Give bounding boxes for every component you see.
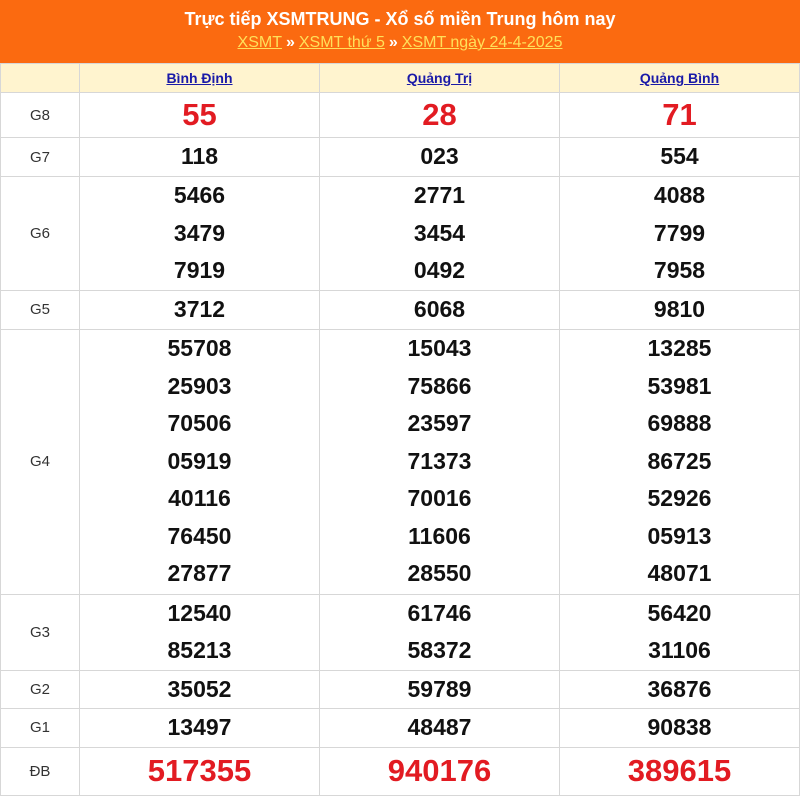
prize-number: 7799 [653,219,706,246]
prize-number: 75866 [407,372,472,399]
prize-number: 71 [662,97,697,132]
prize-number: 05919 [167,447,232,474]
prize-number: 554 [660,143,699,170]
prize-row-g8 [1,93,800,138]
prize-label: G5 [1,291,80,330]
prize-number: 31106 [648,637,711,663]
prize-label: G7 [1,138,80,177]
prize-number: 48487 [407,714,472,740]
prize-number: 12540 [167,599,232,626]
prize-number: 40116 [168,485,231,512]
breadcrumb-xsmt-date[interactable]: XSMT ngày 24-4-2025 [401,34,563,51]
prize-cell [80,177,320,291]
prize-label: G2 [1,670,80,709]
province-header [80,64,320,93]
prize-cell [560,138,800,177]
results-table [0,63,800,796]
prize-number: 48071 [647,560,712,587]
prize-number: 61746 [407,599,472,626]
prize-row-g7 [1,138,800,177]
prize-number: 118 [180,143,219,170]
prize-cell [320,709,560,748]
prize-cell [320,138,560,177]
prize-number: 13497 [167,714,232,740]
prize-label: G6 [1,177,80,291]
prize-number: 389615 [627,753,732,788]
province-link-quang-binh[interactable]: Quảng Bình [639,70,720,86]
prize-number: 7919 [173,257,226,284]
prize-cell [320,747,560,795]
prize-number: 86725 [647,447,712,474]
prize-label: G3 [1,594,80,670]
prize-row-g4 [1,329,800,594]
breadcrumb-separator: » [388,34,398,51]
prize-number: 3479 [173,219,226,246]
prize-row-g6 [1,177,800,291]
page-header [0,0,800,63]
province-header [560,64,800,93]
prize-number: 35052 [167,675,232,702]
prize-cell [320,93,560,138]
province-link-binh-dinh[interactable]: Bình Định [166,70,233,86]
prize-number: 36876 [647,675,712,702]
prize-number: 13285 [647,335,712,362]
prize-number: 05913 [647,522,712,549]
prize-cell [80,747,320,795]
prize-number: 11606 [408,522,471,549]
prize-number: 023 [420,143,459,170]
prize-cell [80,291,320,330]
province-header [320,64,560,93]
prize-cell [80,138,320,177]
prize-cell [80,594,320,670]
prize-number: 3712 [173,296,226,322]
prize-row-g5 [1,291,800,330]
prize-number: 71373 [407,447,472,474]
prize-label: G4 [1,329,80,594]
prize-number: 23597 [407,410,472,437]
corner-cell [1,64,80,93]
prize-number: 28 [422,97,457,132]
prize-number: 27877 [167,560,232,587]
prize-number: 59789 [407,675,472,702]
prize-number: 76450 [167,522,232,549]
prize-cell [80,329,320,594]
prize-row-g1 [1,709,800,748]
prize-number: 69888 [647,410,712,437]
breadcrumb [0,33,800,53]
prize-cell [560,291,800,330]
prize-cell [560,329,800,594]
prize-number: 4088 [653,182,706,209]
breadcrumb-xsmt-thu-5[interactable]: XSMT thứ 5 [298,34,385,51]
prize-label: G8 [1,93,80,138]
prize-number: 58372 [407,637,472,663]
prize-cell [320,594,560,670]
prize-number: 53981 [647,372,712,399]
prize-row-g2 [1,670,800,709]
prize-row-db [1,747,800,795]
prize-row-g3 [1,594,800,670]
prize-number: 2771 [413,182,466,209]
page-title: Trực tiếp XSMTRUNG - Xổ số miền Trung hôm nay [184,9,616,29]
prize-cell [320,670,560,709]
prize-number: 55 [182,97,217,132]
prize-number: 56420 [647,599,712,626]
prize-cell [320,177,560,291]
prize-number: 9810 [653,296,706,322]
prize-number: 5466 [173,182,226,209]
prize-cell [560,93,800,138]
prize-cell [80,709,320,748]
prize-cell [560,709,800,748]
prize-number: 90838 [647,714,712,740]
prize-number: 3454 [413,219,466,246]
prize-cell [560,670,800,709]
prize-number: 85213 [167,637,232,663]
prize-cell [80,670,320,709]
prize-number: 517355 [147,753,252,788]
prize-label: G1 [1,709,80,748]
prize-cell [80,93,320,138]
prize-number: 940176 [387,753,492,788]
breadcrumb-xsmt[interactable]: XSMT [237,34,282,51]
prize-number: 0492 [413,257,466,284]
prize-number: 55708 [167,335,232,362]
prize-number: 6068 [413,296,466,322]
prize-number: 70016 [407,485,472,512]
prize-number: 15043 [407,335,472,362]
prize-cell [560,177,800,291]
prize-cell [320,291,560,330]
prize-number: 28550 [407,560,472,587]
province-link-quang-tri[interactable]: Quảng Trị [406,70,473,86]
breadcrumb-separator: » [285,34,295,51]
prize-cell [560,594,800,670]
prize-number: 70506 [167,410,232,437]
prize-number: 25903 [167,372,232,399]
prize-number: 7958 [653,257,706,284]
prize-cell [560,747,800,795]
prize-cell [320,329,560,594]
prize-label: ĐB [1,747,80,795]
prize-number: 52926 [647,485,712,512]
